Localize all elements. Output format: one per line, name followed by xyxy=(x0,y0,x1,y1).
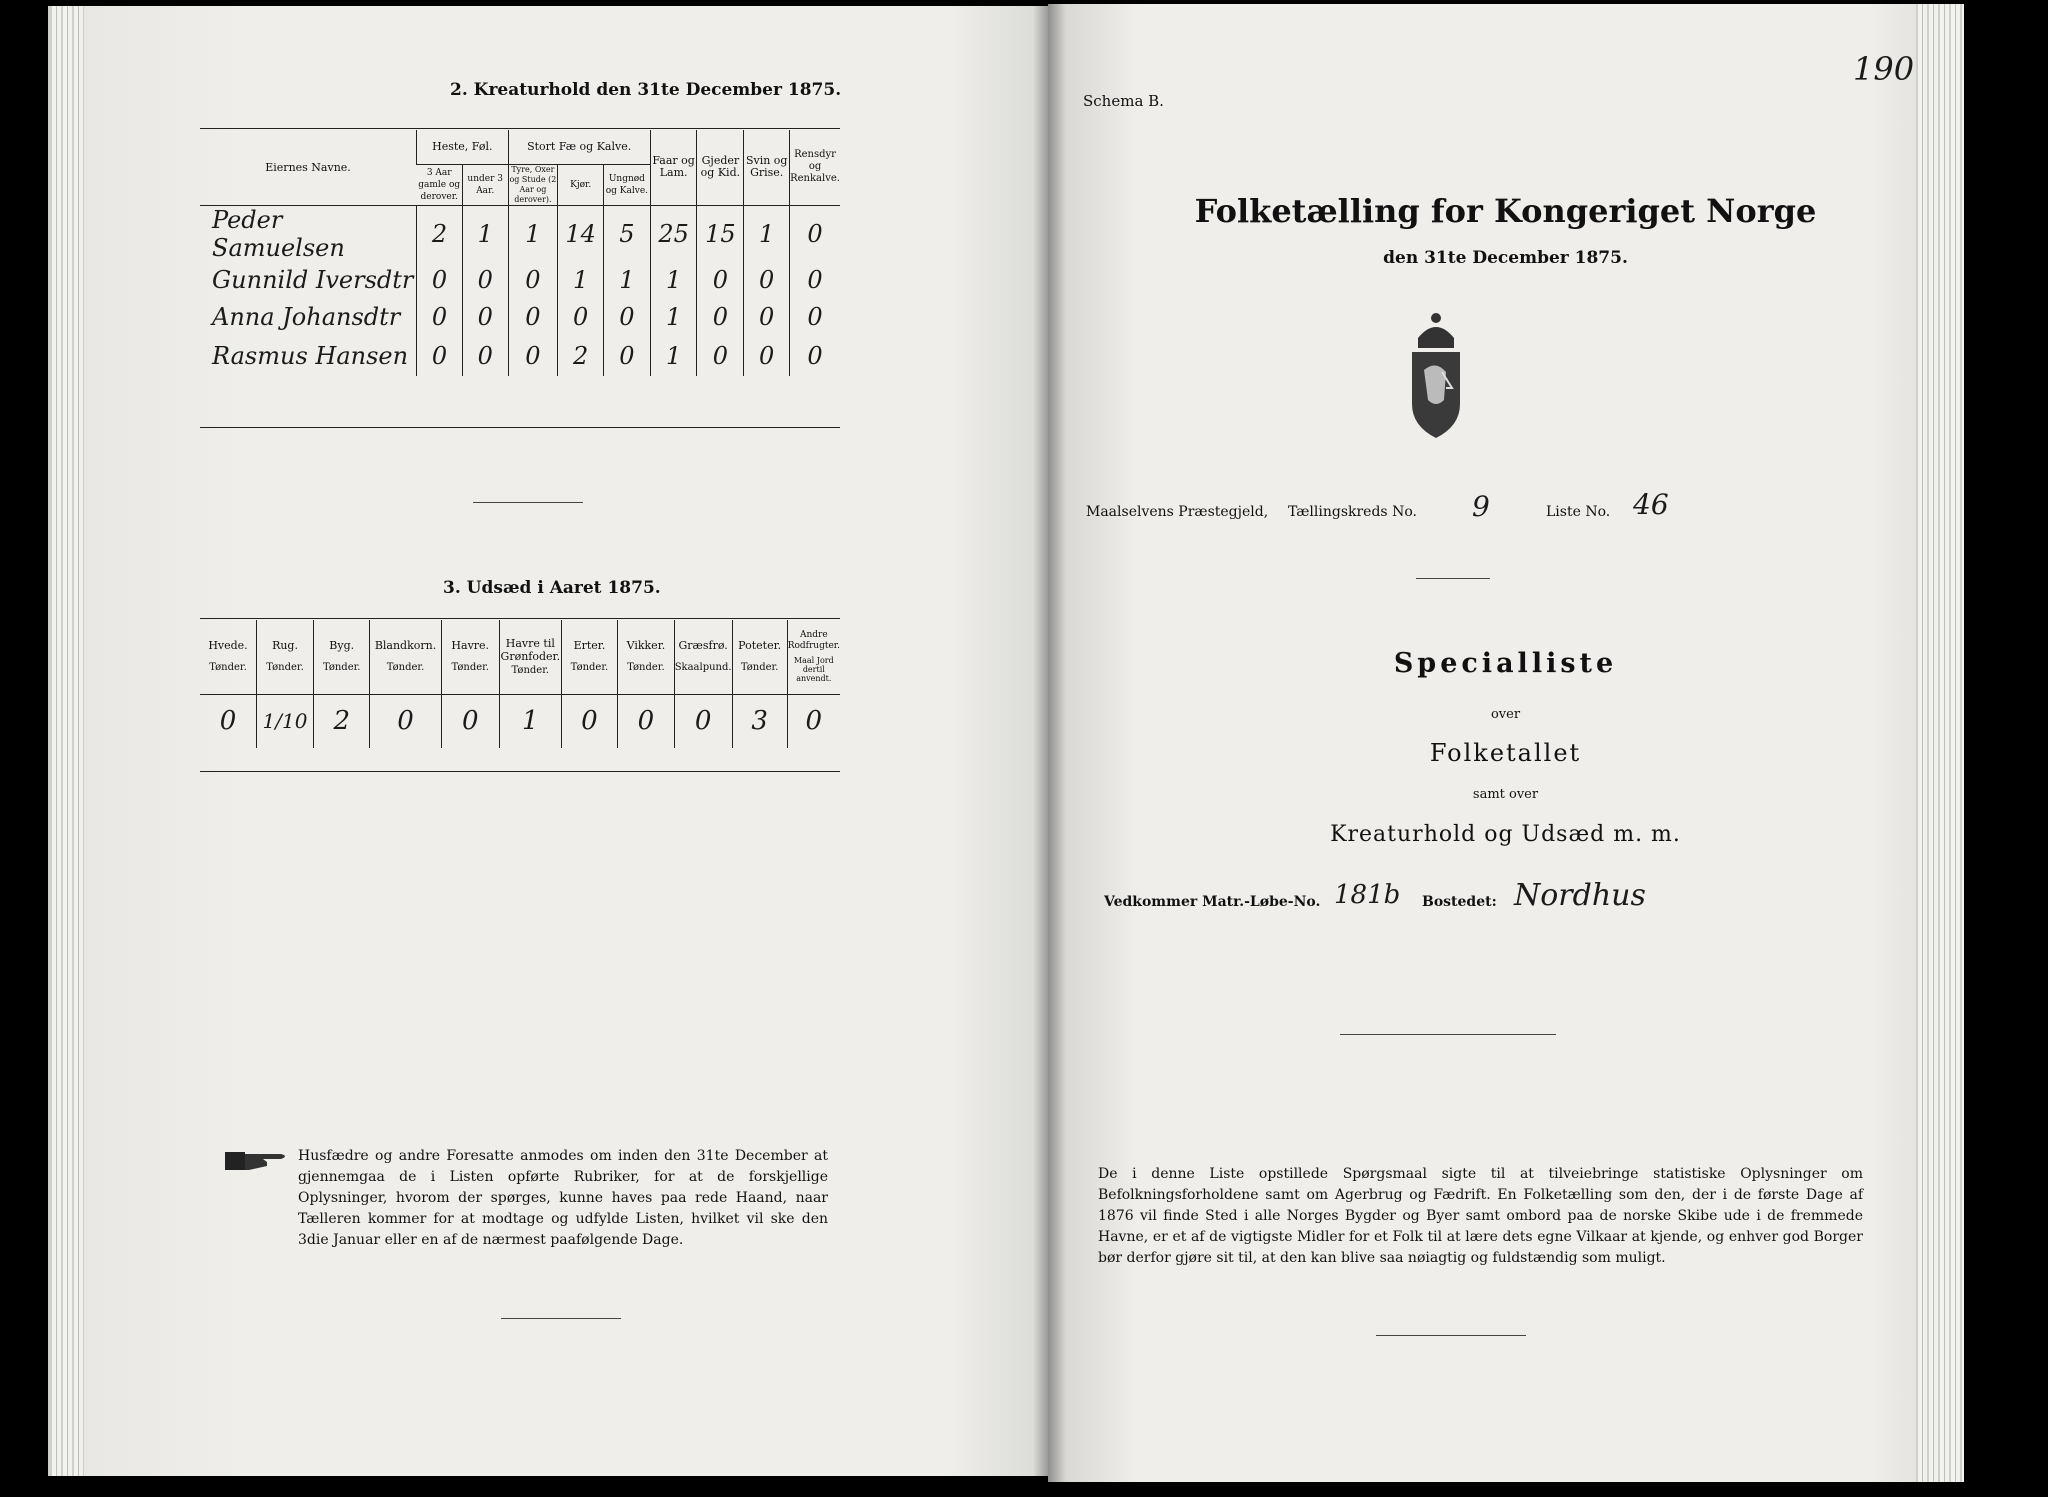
seed-header: Byg. Tønder. xyxy=(314,620,370,694)
district-label: Tællingskreds No. xyxy=(1288,504,1417,520)
header-horses-young: under 3 Aar. xyxy=(462,164,508,205)
page-number: 190 xyxy=(1853,50,1915,88)
cell: 1 xyxy=(558,262,604,299)
cell: 1 xyxy=(650,336,697,376)
owner-name: Anna Johansdtr xyxy=(212,303,401,331)
header-cattle-bulls: Tyre, Oxer og Stude (2 Aar og derover). xyxy=(509,164,557,204)
cell: 15 xyxy=(697,205,744,262)
seed-header: Græsfrø. Skaalpund. xyxy=(674,620,732,694)
cell: 0 xyxy=(417,299,463,336)
cell: 1 xyxy=(650,262,697,299)
schema-label: Schema B. xyxy=(1083,92,1164,110)
cell: 0 xyxy=(561,694,617,748)
seed-header: Andre Rodfrugter. Maal Jord dertil anvendt. xyxy=(787,620,840,694)
header-cattle: Stort Fæ og Kalve. xyxy=(508,130,650,164)
cell: 0 xyxy=(790,262,840,299)
seed-header: Havre til Grønfoder. Tønder. xyxy=(499,620,561,694)
cell: 1 xyxy=(744,205,790,262)
header-sheep: Faar og Lam. xyxy=(650,130,697,205)
cell: 1/10 xyxy=(257,694,314,748)
cell: 5 xyxy=(604,205,651,262)
cell: 0 xyxy=(744,262,790,299)
page-edge-left xyxy=(50,6,84,1476)
cell: 0 xyxy=(697,299,744,336)
seed-header: Rug. Tønder. xyxy=(257,620,314,694)
cell: 0 xyxy=(604,299,651,336)
owner-name: Gunnild Iversdtr xyxy=(212,266,414,294)
header-reindeer: Rensdyr og Renkalve. xyxy=(790,130,840,205)
cell: 2 xyxy=(314,694,370,748)
table3-bottom-rule xyxy=(200,771,840,772)
section3-title: 3. Udsæd i Aaret 1875. xyxy=(443,578,661,598)
list-number: 46 xyxy=(1633,488,1669,521)
cell: 0 xyxy=(790,299,840,336)
cell: 0 xyxy=(370,694,441,748)
bosted-label: Bostedet: xyxy=(1422,894,1497,910)
specialliste-title: Specialliste xyxy=(1393,648,1618,679)
table2-bottom-rule xyxy=(200,427,840,428)
table-row xyxy=(200,336,840,376)
cell: 1 xyxy=(650,299,697,336)
header-goats: Gjeder og Kid. xyxy=(697,130,744,205)
matr-number: 181b xyxy=(1334,880,1401,910)
seed-header: Hvede. Tønder. xyxy=(200,620,257,694)
cell: 0 xyxy=(744,299,790,336)
cell: 0 xyxy=(441,694,499,748)
cell: 1 xyxy=(499,694,561,748)
cell: 0 xyxy=(787,694,840,748)
table-row xyxy=(200,299,840,336)
seed-table xyxy=(200,620,840,748)
header-horses: Heste, Føl. xyxy=(417,130,508,164)
cell: 0 xyxy=(697,336,744,376)
cell: 0 xyxy=(417,262,463,299)
seed-header: Blandkorn. Tønder. xyxy=(370,620,441,694)
divider xyxy=(1416,578,1490,579)
cell: 0 xyxy=(618,694,675,748)
header-names: Eiernes Navne. xyxy=(200,130,417,205)
cell: 0 xyxy=(219,706,237,737)
samt-over-text: samt over xyxy=(1472,787,1539,802)
list-label: Liste No. xyxy=(1546,504,1611,520)
cell: 1 xyxy=(462,205,508,262)
divider xyxy=(1376,1335,1526,1336)
table-row xyxy=(200,205,840,262)
footer-text: De i denne Liste opstillede Spørgsmaal sigte til at tilveiebringe statistiske Oplysninger om Befolkningsforholdene samt om Agerbrug og Fædrift. En Folketælling som den, der i de første Dage af 1876 vil finde Sted i alle Norges Bygder og Byer samt ombord paa de norske Skibe ude i de fremmede Havne, er et af de vigtigste Midler for et Folk til at lære dets egne Vilkaar at kjende, og enhver god Borger bør derfor gjøre sit til, at den kan blive saa nøiagtig og fuldstændig som muligt. xyxy=(1098,1166,1863,1266)
divider xyxy=(501,1318,621,1319)
cell: 0 xyxy=(674,694,732,748)
table-row xyxy=(200,694,840,748)
over-text: over xyxy=(1490,707,1521,722)
kreaturhold-text: Kreaturhold og Udsæd m. m. xyxy=(1330,822,1681,847)
cell: 0 xyxy=(558,299,604,336)
cell: 0 xyxy=(790,336,840,376)
parish-label: Maalselvens Præstegjeld, xyxy=(1086,504,1269,520)
header-cattle-cows: Kjør. xyxy=(558,164,604,205)
bosted-value: Nordhus xyxy=(1514,878,1646,913)
cell: 14 xyxy=(558,205,604,262)
cell: 0 xyxy=(697,262,744,299)
cell: 0 xyxy=(744,336,790,376)
cell: 1 xyxy=(604,262,651,299)
cell: 0 xyxy=(508,299,558,336)
cell: 0 xyxy=(604,336,651,376)
folketallet-text: Folketallet xyxy=(1429,739,1582,767)
seed-header: Havre. Tønder. xyxy=(441,620,499,694)
cell: 0 xyxy=(462,262,508,299)
seed-header: Poteter. Tønder. xyxy=(732,620,787,694)
cell: 2 xyxy=(417,205,463,262)
divider xyxy=(473,502,583,503)
owner-name: Rasmus Hansen xyxy=(212,341,409,370)
header-horses-old: 3 Aar gamle og derover. xyxy=(417,164,463,205)
cell: 2 xyxy=(558,336,604,376)
cell: 1 xyxy=(508,205,558,262)
seed-header: Vikker. Tønder. xyxy=(618,620,675,694)
left-page xyxy=(48,6,1048,1476)
cell: 25 xyxy=(650,205,697,262)
header-pigs: Svin og Grise. xyxy=(744,130,790,205)
table3-top-rule xyxy=(200,618,840,619)
livestock-table xyxy=(200,130,840,376)
notice-text: Husfædre og andre Foresatte anmodes om inden den 31te December at gjennemgaa de i Listen opførte Rubriker, for at de forskjellige Oplysninger, hvorom der spørges, kunne haves paa rede Haand, naar Tælleren kommer for at modtage og udfylde Listen, hvilket vil ske den 3die Januar eller en af de nærmest paafølgende Dage. xyxy=(298,1148,828,1248)
form-title: Folketælling for Kongeriget Norge xyxy=(1194,192,1817,230)
cell: 0 xyxy=(508,336,558,376)
table2-top-rule xyxy=(200,128,840,129)
owner-name: Peder Samuelsen xyxy=(212,205,345,262)
pointing-hand-icon xyxy=(223,1146,293,1176)
header-cattle-young: Ungnød og Kalve. xyxy=(604,164,651,205)
matr-label: Vedkommer Matr.-Løbe-No. xyxy=(1104,894,1321,910)
table-row xyxy=(200,262,840,299)
right-page xyxy=(1048,4,1963,1482)
cell: 0 xyxy=(508,262,558,299)
cell: 3 xyxy=(732,694,787,748)
divider xyxy=(1340,1034,1556,1035)
seed-header: Erter. Tønder. xyxy=(561,620,617,694)
norway-coat-of-arms-icon xyxy=(1408,308,1464,442)
cell: 0 xyxy=(790,205,840,262)
district-number: 9 xyxy=(1472,490,1490,523)
form-date: den 31te December 1875. xyxy=(1383,248,1628,268)
cell: 0 xyxy=(417,336,463,376)
cell: 0 xyxy=(462,336,508,376)
section2-title: 2. Kreaturhold den 31te December 1875. xyxy=(450,80,842,100)
cell: 0 xyxy=(462,299,508,336)
